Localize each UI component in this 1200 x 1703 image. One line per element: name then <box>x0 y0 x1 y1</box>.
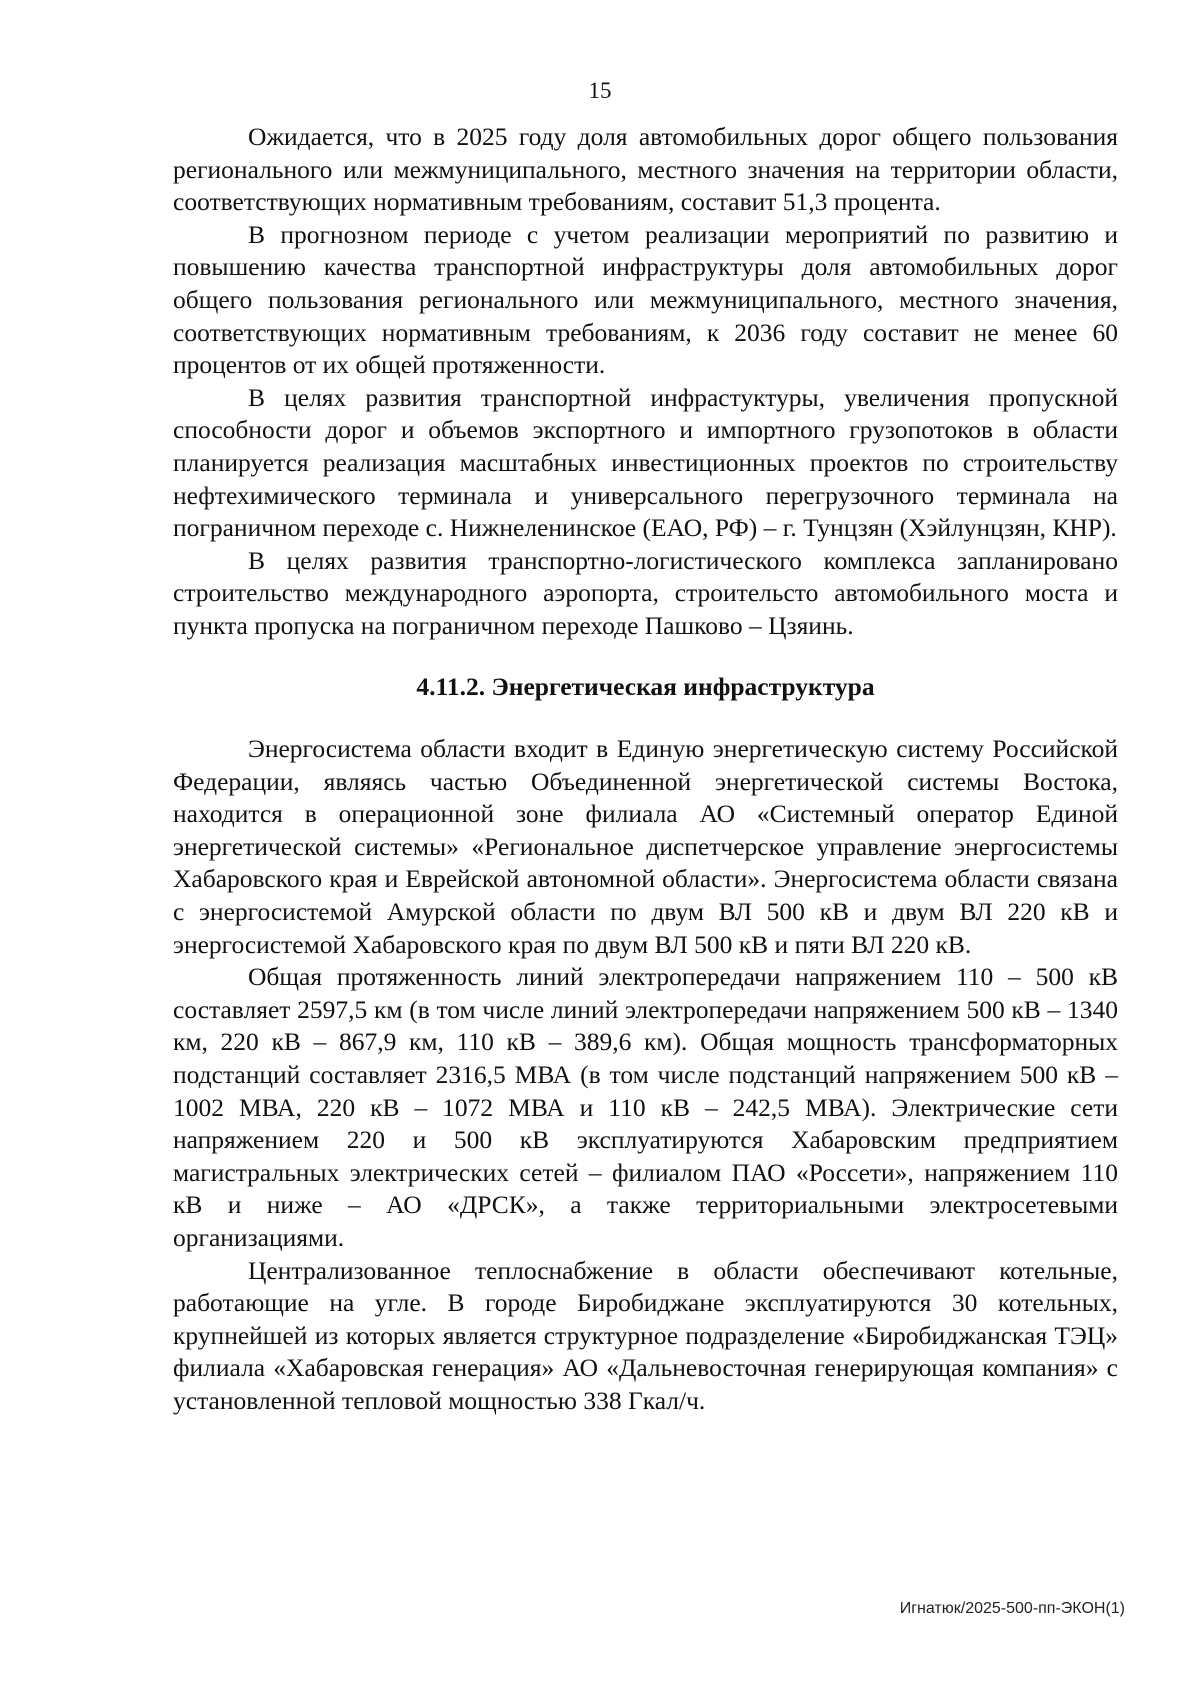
paragraph-energy-system: Энергосистема области входит в Единую энергетическую систему Российской Федерации, являясь частью Объединенной энергетической системы Востока, находится в операционной зоне филиала АО «Системный оператор Единой энергетической системы» «Региональное диспетчерское управление энергосистемы Хабаровского края и Еврейской автономной области». Энергосистема области связана с энергосистемой Амурской области по двум ВЛ 500 кВ и двум ВЛ 220 кВ и энергосистемой Хабаровского края по двум ВЛ 500 кВ и пяти ВЛ 220 кВ. <box>173 734 1118 959</box>
paragraph-road-share-2025: Ожидается, что в 2025 году доля автомобильных дорог общего пользования регионального или межмуниципального, местного значения на территории области, соответствующих нормативным требованиям, составит 51,3 процента. <box>173 122 1118 217</box>
document-body <box>173 121 1118 1418</box>
paragraph-road-forecast-2036: В прогнозном периоде с учетом реализации мероприятий по развитию и повышению качества транспортной инфраструктуры доля автомобильных дорог общего пользования регионального или межмуниципального, местного значения, соответствующих нормативным требованиям, к 2036 году составит не менее 60 процентов от их общей протяженности. <box>173 219 1118 380</box>
paragraph-airport-bridge: В целях развития транспортно-логистического комплекса запланировано строительство международного аэропорта, строительсто автомобильного моста и пункта пропуска на пограничном переходе Пашково – Цзяинь. <box>173 545 1118 640</box>
page-number: 15 <box>588 78 612 103</box>
paragraph-heat-supply: Централизованное теплоснабжение в области обеспечивают котельные, работающие на угле. В городе Биробиджане эксплуатируются 30 котельных, крупнейшей из которых является структурное подразделение «Биробиджанская ТЭЦ» филиала «Хабаровская генерация» АО «Дальневосточная генерирующая компания» с установленной тепловой мощностью 338 Гкал/ч. <box>173 1255 1118 1415</box>
paragraph-terminal-projects: В целях развития транспортной инфрастуктуры, увеличения пропускной способности дорог и объемов экспортного и импортного грузопотоков в области планируется реализация масштабных инвестиционных проектов по строительству нефтехимического терминала и универсального перегрузочного терминала на пограничном переходе с. Нижнеленинское (ЕАО, РФ) – г. Тунцзян (Хэйлунцзян, КНР). <box>173 382 1118 543</box>
section-heading: 4.11.2. Энергетическая инфраструктура <box>416 671 875 701</box>
paragraph-power-lines: Общая протяженность линий электропередачи напряжением 110 – 500 кВ составляет 2597,5 км (в том числе линий электропередачи напряжением 500 кВ – 1340 км, 220 кВ – 867,9 км, 110 кВ – 389,6 км). Общая мощность трансформаторных подстанций составляет 2316,5 МВА (в том числе подстанций напряжением 500 кВ – 1002 МВА, 220 кВ – 1072 МВА и 110 кВ – 242,5 МВА). Электрические сети напряжением 220 и 500 кВ эксплуатируются Хабаровским предприятием магистральных электрических сетей – филиалом ПАО «Россети», напряжением 110 кВ и ниже – АО «ДРСК», а также территориальными электросетевыми организациями. <box>173 962 1118 1252</box>
document-reference: Игнатюк/2025-500-пп-ЭКОН(1) <box>899 1600 1125 1617</box>
